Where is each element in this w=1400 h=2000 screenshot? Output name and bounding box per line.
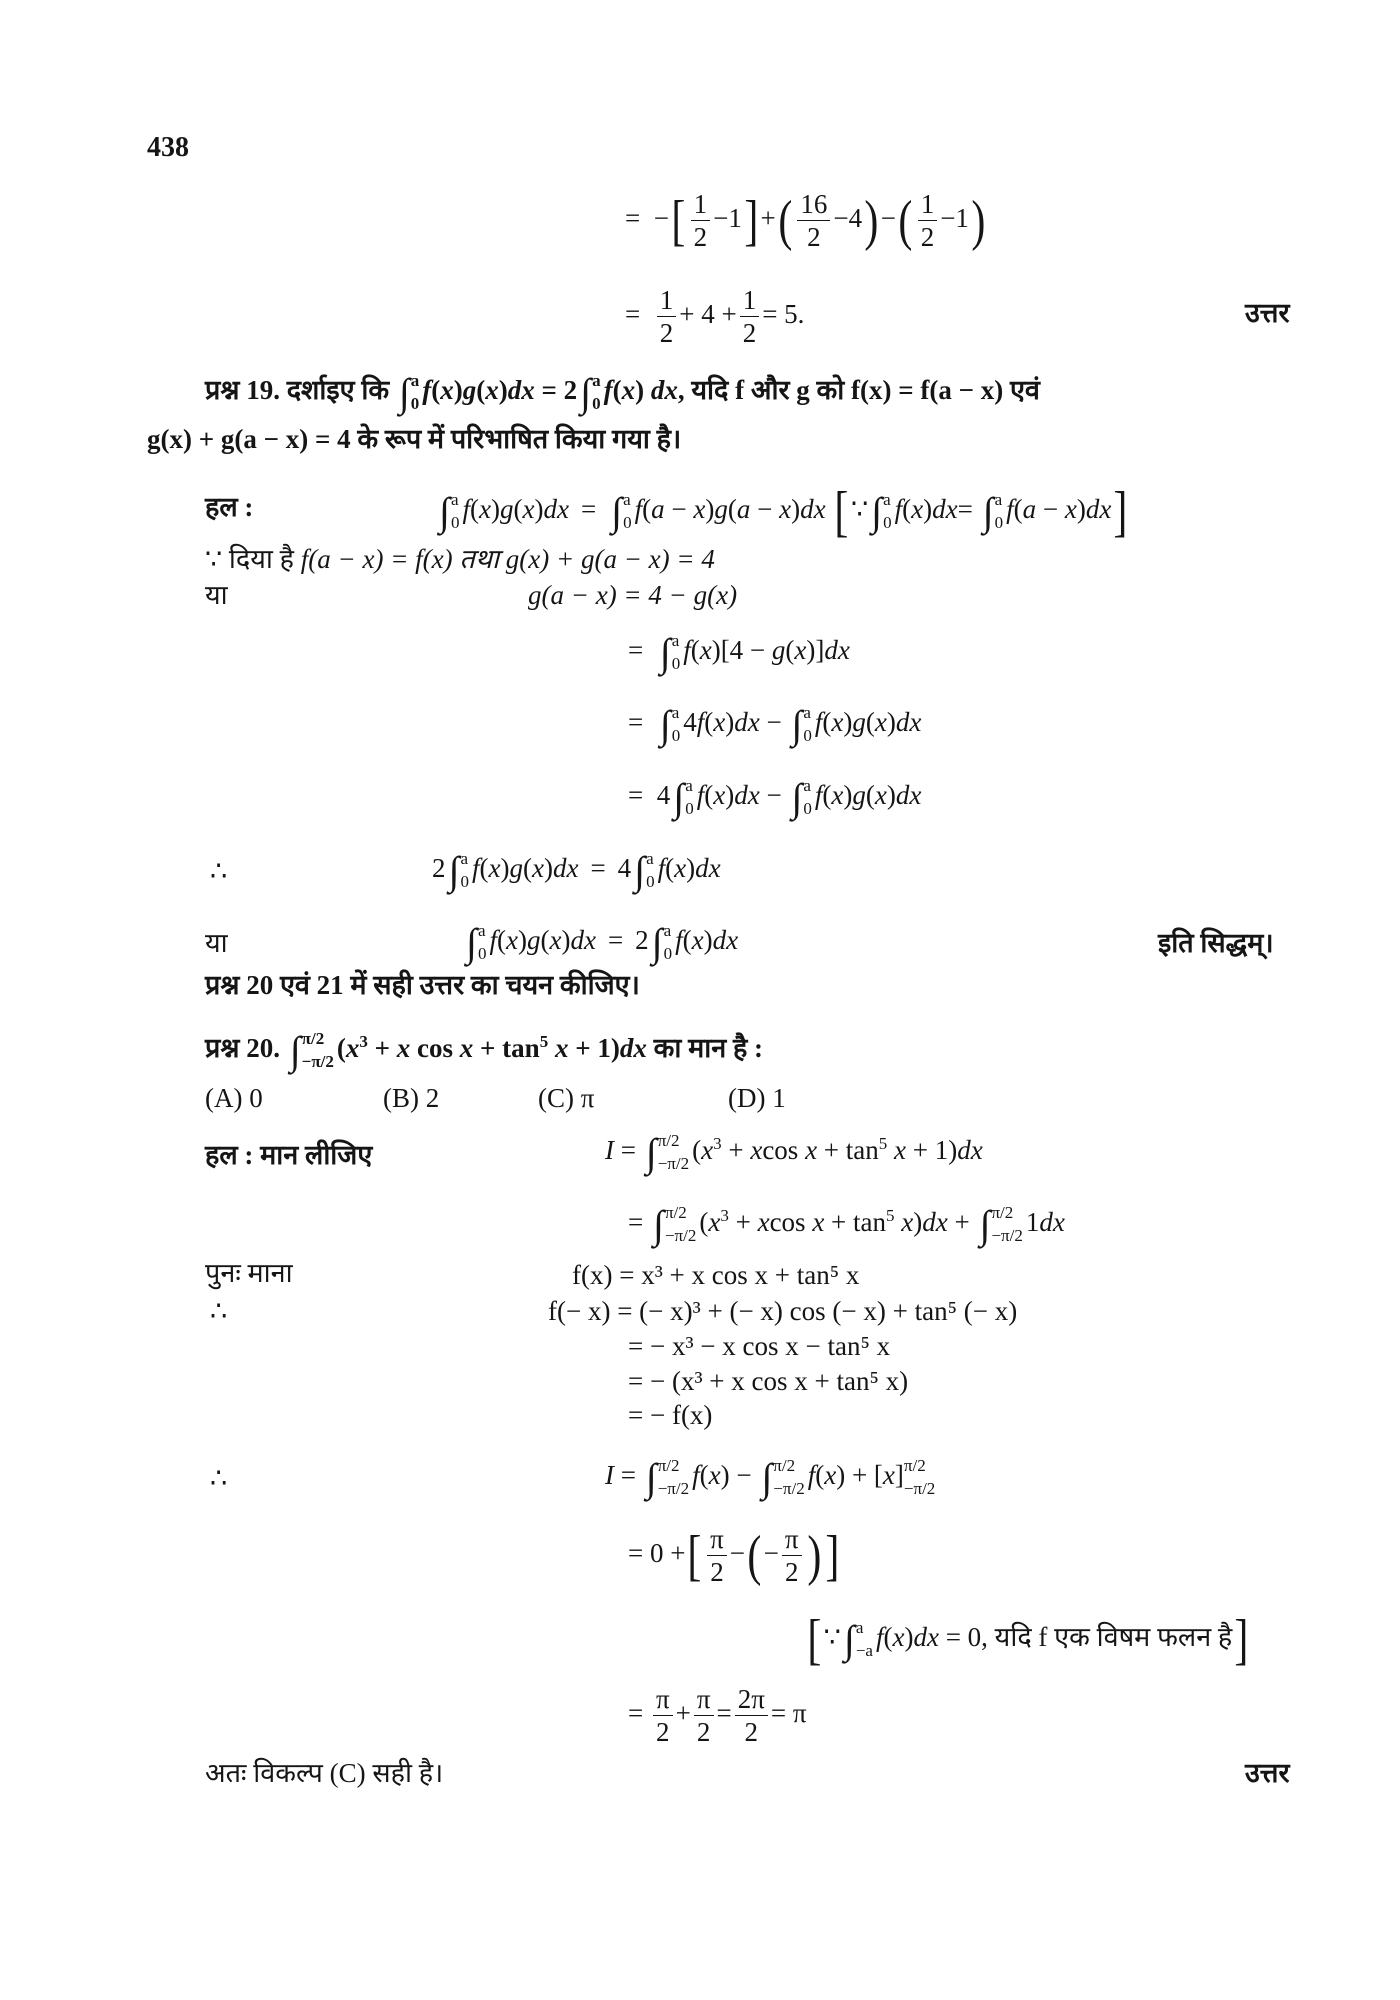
therefore-symbol: ∴ — [210, 1463, 228, 1493]
q19-step-g: g(a − x) = 4 − g(x) — [528, 580, 738, 610]
therefore-symbol: ∴ — [210, 1296, 228, 1326]
qed-label: इति सिद्धम्। — [1158, 928, 1274, 958]
q20-heading: प्रश्न 20. — [205, 1033, 280, 1064]
q20-options — [205, 1085, 786, 1112]
q20-step-2: = ∫ π/2 −π/2 ($x^3 + xcos$ $x + \tan^5 x)dx$ + ∫ π/2 −π/2 1dx — [628, 1201, 1065, 1247]
q20-step-1: I = ∫ π/2 −π/2 ($x^3 + xcos$ $x + \tan^5 x + 1)dx$ — [605, 1129, 983, 1175]
option-a: (A) 0 — [205, 1083, 263, 1113]
q19-step-5: 2∫ a 0 f(x)g(x)dx = 4∫ a 0 f(x)dx — [432, 847, 721, 893]
q18-step-2: = $\frac{1}{2}$ + 4 + $\frac{1}{2}$ = 5. — [625, 285, 805, 349]
q19-solution-line1: ∫ a 0 f(x)g(x)dx = ∫ a 0 f(a − x)g(a − x)dx [∵∫ a 0 f(x)dx= ∫ a 0 f(a − x)dx] — [439, 481, 1128, 543]
q19-heading: प्रश्न 19. — [205, 375, 280, 406]
q19-statement-line1: प्रश्न 19. दर्शाइए कि ∫ a 0 f(x)g(x)dx = 2∫ a 0 f(x) dx, यदि f और g को f(x) = f(a − x) एवं — [205, 369, 1040, 415]
instruction: प्रश्न 20 एवं 21 में सही उत्तर का चयन कीजिए। — [205, 970, 640, 1000]
option-b: (B) 2 — [383, 1083, 440, 1113]
answer-label: उत्तर — [1245, 1758, 1290, 1788]
q20-f-neg-3: = − (x³ + x cos x + tan⁵ x) — [628, 1366, 909, 1396]
option-c: (C) π — [538, 1083, 595, 1113]
q20-step-4: = 0 +[ $\frac{\pi}{2}$ −(− $\frac{\pi}{2}$ )] — [628, 1524, 840, 1588]
q19-step-2: = ∫ a 0 f(x)[4 − g(x)]dx — [628, 629, 850, 675]
q20-step-3: I = ∫ π/2 −π/2 f(x) − ∫ π/2 −π/2 f(x) + [x] π/2 −π/2 — [605, 1454, 936, 1500]
q20-conclusion: अतः विकल्प (C) सही है। — [205, 1758, 444, 1788]
q19-result: ∫ a 0 f(x)g(x)dx = 2∫ a 0 f(x)dx — [466, 919, 739, 965]
q19-step-4: = 4∫ a 0 f(x)dx − ∫ a 0 f(x)g(x)dx — [628, 774, 922, 820]
q20-f-neg-4: = − f(x) — [628, 1400, 713, 1430]
q20-f-neg-1: f(− x) = (− x)³ + (− x) cos (− x) + tan⁵ (− x) — [548, 1296, 1018, 1326]
solution-let-label: हल : मान लीजिए — [205, 1140, 373, 1170]
q20-step-5: = $\frac{\pi}{2}$ + $\frac{\pi}{2}$ = $\frac{2\pi}{2}$ = π — [628, 1684, 807, 1748]
q20-statement: प्रश्न 20. ∫ π/2 −π/2 ($x^3 + x$ $\cos x + \tan^5 x + 1)dx$ का मान है : — [205, 1027, 764, 1073]
q20-odd-note: [∵∫ a −a f(x)dx = 0, यदि f एक विषम फलन है] — [807, 1609, 1249, 1671]
option-d: (D) 1 — [728, 1083, 786, 1113]
q20-fx: f(x) = x³ + x cos x + tan⁵ x — [572, 1260, 860, 1290]
solution-label: हल : — [205, 492, 254, 522]
q19-statement-line2: g(x) + g(a − x) = 4 के रूप में परिभाषित किया गया है। — [147, 424, 682, 454]
q19-given: ∵ दिया है f(a − x) = f(x) तथा g(x) + g(a − x) = 4 — [205, 544, 715, 574]
q19-step-3: = ∫ a 0 4f(x)dx − ∫ a 0 f(x)g(x)dx — [628, 701, 922, 747]
q18-step-1: = −[ $\frac{1}{2}$ −1]+( $\frac{16}{2}$ −4)−( $\frac{1}{2}$ −1) — [625, 189, 986, 253]
q20-f-neg-2: = − x³ − x cos x − tan⁵ x — [628, 1331, 891, 1361]
page-number: 438 — [147, 132, 189, 163]
or-label: या — [205, 580, 228, 610]
therefore-symbol: ∴ — [210, 856, 228, 886]
answer-label: उत्तर — [1245, 298, 1290, 328]
again-let-label: पुनः माना — [205, 1258, 293, 1288]
or-label: या — [205, 928, 228, 958]
